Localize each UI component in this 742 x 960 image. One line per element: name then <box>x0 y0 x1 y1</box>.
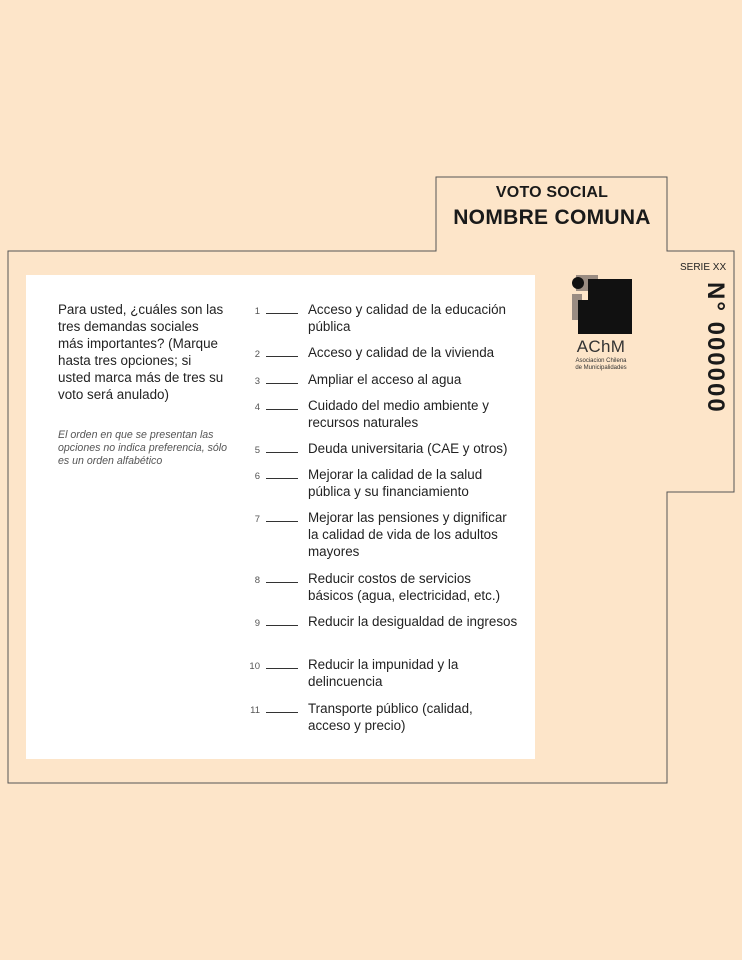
mark-line[interactable] <box>266 668 298 669</box>
ballot-number: N° 000000 <box>702 282 729 414</box>
option-number: 4 <box>254 402 260 413</box>
mark-line[interactable] <box>266 712 298 713</box>
option-label: Acceso y calidad de la vivienda <box>308 345 495 360</box>
commune-name-title: NOMBRE COMUNA <box>453 206 651 229</box>
mark-line[interactable] <box>266 478 298 479</box>
ballot-header <box>436 184 668 230</box>
option-number: 6 <box>254 471 260 482</box>
mark-line[interactable] <box>266 521 298 522</box>
option-label: Mejorar las pensiones y dignificar la calidad de vida de los adultos mayores <box>308 510 507 559</box>
option-label: Deuda universitaria (CAE y otros) <box>308 441 508 456</box>
mark-line[interactable] <box>266 313 298 314</box>
option-number: 1 <box>254 306 260 317</box>
question-text: Para usted, ¿cuáles son las tres demandas sociales más importantes? (Marque hasta tres opciones; si usted marca más de tres su voto será anulado) <box>58 302 224 402</box>
option-label: Reducir costos de servicios básicos (agua, electricidad, etc.) <box>308 571 501 603</box>
logo-name: AChM <box>576 337 626 356</box>
option-number: 7 <box>254 514 260 525</box>
logo-subtitle-line: Asociacion Chilena <box>575 358 627 364</box>
option-label: Reducir la desigualdad de ingresos <box>308 614 518 629</box>
logo-subtitle <box>560 358 642 372</box>
mark-line[interactable] <box>266 356 298 357</box>
logo-subtitle-line: de Municipalidades <box>575 365 627 371</box>
mark-line[interactable] <box>266 452 298 453</box>
option-number: 8 <box>254 575 260 586</box>
order-note: El orden en que se presentan las opciones no indica preferencia, sólo es un orden alfabético <box>58 429 228 467</box>
option-number: 5 <box>254 445 260 456</box>
option-number: 2 <box>254 349 260 360</box>
mark-line[interactable] <box>266 383 298 384</box>
option-label: Ampliar el acceso al agua <box>308 372 462 387</box>
option-number: 9 <box>254 618 260 629</box>
mark-line[interactable] <box>266 625 298 626</box>
option-label: Cuidado del medio ambiente y recursos naturales <box>308 398 489 430</box>
option-number: 10 <box>249 661 260 672</box>
mark-line[interactable] <box>266 409 298 410</box>
mark-line[interactable] <box>266 582 298 583</box>
achm-logo-icon <box>568 272 634 336</box>
ballot-type-title: VOTO SOCIAL <box>495 184 609 201</box>
option-label: Mejorar la calidad de la salud pública y su financiamiento <box>308 467 483 499</box>
option-number: 11 <box>250 705 260 716</box>
option-label: Reducir la impunidad y la delincuencia <box>308 657 459 689</box>
option-label: Acceso y calidad de la educación pública <box>308 302 507 334</box>
option-number: 3 <box>254 376 260 387</box>
serie-label: SERIE XX <box>680 262 727 273</box>
option-label: Transporte público (calidad, acceso y precio) <box>308 701 473 733</box>
